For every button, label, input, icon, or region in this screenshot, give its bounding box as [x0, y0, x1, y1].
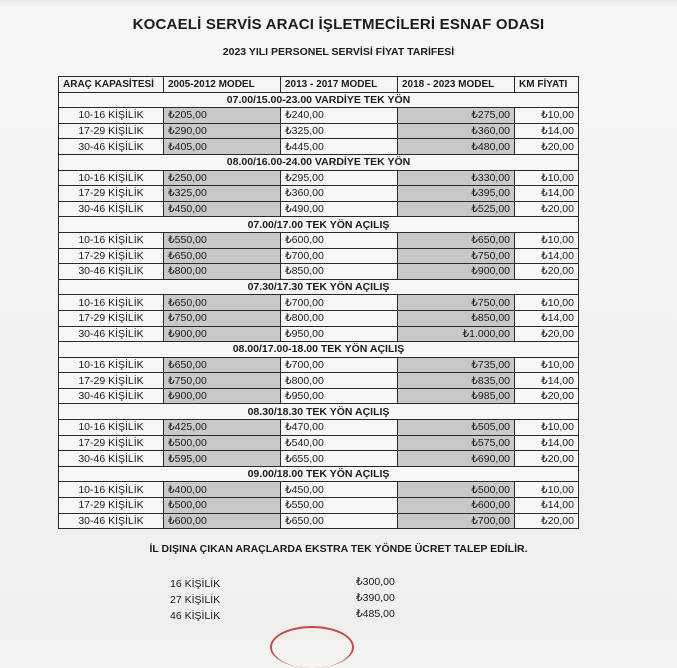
capacity-cell: 30-46 KİŞİLİK	[59, 139, 164, 155]
extra-charge-note: İL DIŞINA ÇIKAN ARAÇLARDA EKSTRA TEK YÖNDE ÜCRET TALEP EDİLİR.	[149, 543, 528, 555]
section-header-row	[59, 466, 579, 482]
table-row	[59, 186, 579, 202]
km-price-cell: ₺10,00	[515, 108, 579, 124]
tariff-table-body	[59, 92, 579, 529]
km-price-cell: ₺20,00	[515, 139, 579, 155]
section-header-row	[59, 404, 579, 420]
price-cell-2005-2012: ₺205,00	[164, 108, 281, 124]
extra-item-label: 27 KİŞİLİK	[170, 594, 221, 606]
capacity-cell: 30-46 KİŞİLİK	[59, 513, 164, 529]
table-row	[59, 482, 579, 498]
page-subtitle: 2023 YILI PERSONEL SERVİSİ FİYAT TARİFESİ	[222, 46, 455, 58]
capacity-cell: 30-46 KİŞİLİK	[59, 451, 164, 467]
table-row	[59, 373, 579, 389]
capacity-cell: 10-16 KİŞİLİK	[59, 295, 164, 311]
price-cell-2013-2017: ₺650,00	[281, 513, 398, 529]
km-price-cell: ₺14,00	[515, 186, 579, 202]
km-price-cell: ₺14,00	[515, 123, 579, 139]
price-cell-2013-2017: ₺950,00	[281, 326, 398, 342]
table-header-row	[59, 77, 579, 93]
capacity-cell: 17-29 KİŞİLİK	[59, 186, 164, 202]
table-row	[59, 201, 579, 217]
price-cell-2005-2012: ₺400,00	[164, 482, 281, 498]
table-row	[59, 264, 579, 280]
capacity-cell: 30-46 KİŞİLİK	[59, 326, 164, 342]
price-cell-2013-2017: ₺490,00	[281, 201, 398, 217]
price-cell-2018-2023: ₺690,00	[398, 451, 515, 467]
km-price-cell: ₺20,00	[515, 201, 579, 217]
km-price-cell: ₺10,00	[515, 420, 579, 436]
section-header-row	[59, 279, 579, 295]
km-price-cell: ₺20,00	[515, 264, 579, 280]
section-title: 08.00/16.00-24.00 VARDİYE TEK YÖN	[59, 154, 579, 170]
price-cell-2005-2012: ₺650,00	[164, 295, 281, 311]
price-cell-2005-2012: ₺900,00	[164, 388, 281, 404]
price-cell-2018-2023: ₺650,00	[398, 232, 515, 248]
price-cell-2018-2023: ₺985,00	[398, 388, 515, 404]
price-cell-2013-2017: ₺600,00	[281, 232, 398, 248]
price-cell-2018-2023: ₺850,00	[398, 310, 515, 326]
section-header-row	[59, 154, 579, 170]
price-cell-2018-2023: ₺525,00	[398, 201, 515, 217]
table-row	[59, 451, 579, 467]
price-cell-2013-2017: ₺700,00	[281, 357, 398, 373]
km-price-cell: ₺10,00	[515, 232, 579, 248]
price-cell-2018-2023: ₺395,00	[398, 186, 515, 202]
price-cell-2005-2012: ₺750,00	[164, 310, 281, 326]
page-title: KOCAELİ SERVİS ARACI İŞLETMECİLERİ ESNAF ODASI	[132, 16, 545, 33]
table-row	[59, 139, 579, 155]
price-cell-2013-2017: ₺450,00	[281, 482, 398, 498]
price-cell-2013-2017: ₺655,00	[281, 451, 398, 467]
page-edge-shadow	[0, 0, 677, 8]
capacity-cell: 17-29 KİŞİLİK	[59, 435, 164, 451]
price-cell-2005-2012: ₺900,00	[164, 326, 281, 342]
price-cell-2005-2012: ₺250,00	[164, 170, 281, 186]
extra-item-price: ₺300,00	[356, 576, 395, 588]
price-cell-2018-2023: ₺330,00	[398, 170, 515, 186]
extra-item-price: ₺390,00	[356, 592, 395, 604]
price-cell-2018-2023: ₺575,00	[398, 435, 515, 451]
capacity-cell: 30-46 KİŞİLİK	[59, 201, 164, 217]
table-row	[59, 310, 579, 326]
price-cell-2018-2023: ₺750,00	[398, 248, 515, 264]
km-price-cell: ₺10,00	[515, 482, 579, 498]
price-cell-2005-2012: ₺595,00	[164, 451, 281, 467]
price-cell-2013-2017: ₺445,00	[281, 139, 398, 155]
km-price-cell: ₺10,00	[515, 295, 579, 311]
price-cell-2018-2023: ₺600,00	[398, 498, 515, 514]
price-cell-2018-2023: ₺700,00	[398, 513, 515, 529]
column-header-model-2005-2012: 2005-2012 MODEL	[164, 77, 281, 93]
capacity-cell: 17-29 KİŞİLİK	[59, 248, 164, 264]
section-title: 07.00/15.00-23.00 VARDİYE TEK YÖN	[59, 92, 579, 108]
km-price-cell: ₺14,00	[515, 248, 579, 264]
price-cell-2018-2023: ₺500,00	[398, 482, 515, 498]
section-title: 08.00/17.00-18.00 TEK YÖN AÇILIŞ	[59, 342, 579, 358]
capacity-cell: 17-29 KİŞİLİK	[59, 498, 164, 514]
price-cell-2013-2017: ₺550,00	[281, 498, 398, 514]
table-row	[59, 513, 579, 529]
table-row	[59, 326, 579, 342]
price-cell-2005-2012: ₺750,00	[164, 373, 281, 389]
km-price-cell: ₺20,00	[515, 388, 579, 404]
price-cell-2005-2012: ₺800,00	[164, 264, 281, 280]
capacity-cell: 10-16 KİŞİLİK	[59, 108, 164, 124]
km-price-cell: ₺20,00	[515, 451, 579, 467]
extra-item-label: 16 KİŞİLİK	[170, 578, 221, 590]
km-price-cell: ₺20,00	[515, 326, 579, 342]
table-row	[59, 108, 579, 124]
price-cell-2013-2017: ₺295,00	[281, 170, 398, 186]
price-cell-2013-2017: ₺540,00	[281, 435, 398, 451]
price-cell-2013-2017: ₺850,00	[281, 264, 398, 280]
section-title: 07.00/17.00 TEK YÖN AÇILIŞ	[59, 217, 579, 233]
price-cell-2018-2023: ₺505,00	[398, 420, 515, 436]
extra-item-label: 46 KİŞİLİK	[170, 610, 221, 622]
table-row	[59, 388, 579, 404]
price-cell-2005-2012: ₺425,00	[164, 420, 281, 436]
price-cell-2013-2017: ₺950,00	[281, 388, 398, 404]
km-price-cell: ₺14,00	[515, 498, 579, 514]
price-cell-2013-2017: ₺325,00	[281, 123, 398, 139]
capacity-cell: 10-16 KİŞİLİK	[59, 357, 164, 373]
section-header-row	[59, 92, 579, 108]
official-stamp	[270, 626, 354, 668]
table-row	[59, 232, 579, 248]
capacity-cell: 10-16 KİŞİLİK	[59, 170, 164, 186]
table-row	[59, 420, 579, 436]
price-cell-2013-2017: ₺470,00	[281, 420, 398, 436]
price-cell-2005-2012: ₺650,00	[164, 357, 281, 373]
price-cell-2018-2023: ₺900,00	[398, 264, 515, 280]
price-cell-2018-2023: ₺1.000,00	[398, 326, 515, 342]
price-cell-2013-2017: ₺700,00	[281, 248, 398, 264]
price-cell-2005-2012: ₺405,00	[164, 139, 281, 155]
km-price-cell: ₺10,00	[515, 357, 579, 373]
price-cell-2005-2012: ₺650,00	[164, 248, 281, 264]
capacity-cell: 17-29 KİŞİLİK	[59, 123, 164, 139]
price-cell-2005-2012: ₺600,00	[164, 513, 281, 529]
capacity-cell: 10-16 KİŞİLİK	[59, 482, 164, 498]
price-cell-2018-2023: ₺750,00	[398, 295, 515, 311]
extra-item-price: ₺485,00	[356, 608, 395, 620]
price-cell-2018-2023: ₺360,00	[398, 123, 515, 139]
price-cell-2005-2012: ₺500,00	[164, 435, 281, 451]
capacity-cell: 30-46 KİŞİLİK	[59, 388, 164, 404]
capacity-cell: 17-29 KİŞİLİK	[59, 373, 164, 389]
price-cell-2005-2012: ₺290,00	[164, 123, 281, 139]
table-row	[59, 295, 579, 311]
table-row	[59, 248, 579, 264]
section-header-row	[59, 342, 579, 358]
section-title: 08.30/18.30 TEK YÖN AÇILIŞ	[59, 404, 579, 420]
price-cell-2005-2012: ₺325,00	[164, 186, 281, 202]
price-cell-2013-2017: ₺360,00	[281, 186, 398, 202]
price-cell-2013-2017: ₺700,00	[281, 295, 398, 311]
km-price-cell: ₺10,00	[515, 170, 579, 186]
capacity-cell: 10-16 KİŞİLİK	[59, 420, 164, 436]
km-price-cell: ₺14,00	[515, 373, 579, 389]
price-cell-2018-2023: ₺835,00	[398, 373, 515, 389]
price-cell-2018-2023: ₺275,00	[398, 108, 515, 124]
price-cell-2013-2017: ₺240,00	[281, 108, 398, 124]
section-header-row	[59, 217, 579, 233]
price-cell-2013-2017: ₺800,00	[281, 310, 398, 326]
section-title: 09.00/18.00 TEK YÖN AÇILIŞ	[59, 466, 579, 482]
km-price-cell: ₺14,00	[515, 310, 579, 326]
price-cell-2013-2017: ₺800,00	[281, 373, 398, 389]
column-header-model-2018-2023: 2018 - 2023 MODEL	[398, 77, 515, 93]
table-row	[59, 498, 579, 514]
price-cell-2005-2012: ₺500,00	[164, 498, 281, 514]
column-header-model-2013-2017: 2013 - 2017 MODEL	[281, 77, 398, 93]
table-row	[59, 170, 579, 186]
section-title: 07.30/17.30 TEK YÖN AÇILIŞ	[59, 279, 579, 295]
column-header-km-price: KM FİYATI	[515, 77, 579, 93]
capacity-cell: 17-29 KİŞİLİK	[59, 310, 164, 326]
km-price-cell: ₺14,00	[515, 435, 579, 451]
capacity-cell: 10-16 KİŞİLİK	[59, 232, 164, 248]
table-row	[59, 123, 579, 139]
table-row	[59, 435, 579, 451]
tariff-table	[58, 76, 579, 529]
column-header-capacity: ARAÇ KAPASİTESİ	[59, 77, 164, 93]
table-row	[59, 357, 579, 373]
km-price-cell: ₺20,00	[515, 513, 579, 529]
price-cell-2005-2012: ₺550,00	[164, 232, 281, 248]
price-cell-2018-2023: ₺735,00	[398, 357, 515, 373]
price-cell-2005-2012: ₺450,00	[164, 201, 281, 217]
capacity-cell: 30-46 KİŞİLİK	[59, 264, 164, 280]
price-cell-2018-2023: ₺480,00	[398, 139, 515, 155]
